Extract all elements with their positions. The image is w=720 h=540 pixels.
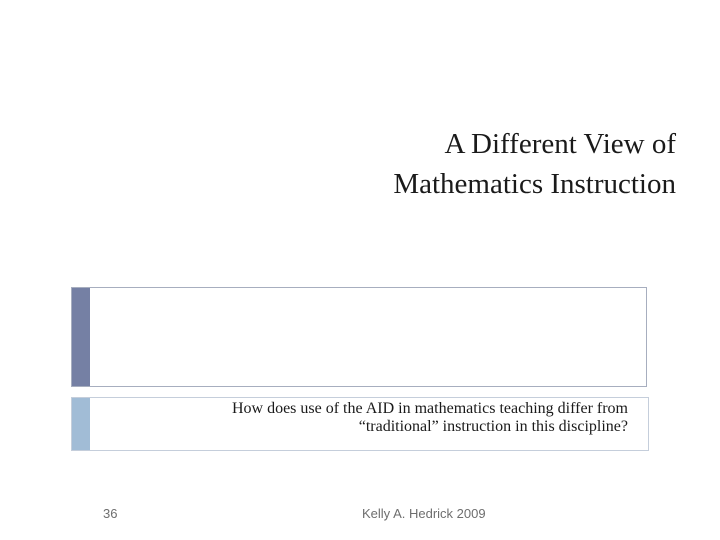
question-box — [71, 397, 649, 451]
content-box-accent-bar — [72, 288, 90, 386]
content-placeholder-box — [71, 287, 647, 387]
question-box-accent-bar — [72, 398, 90, 450]
slide-number: 36 — [103, 506, 118, 521]
question-text — [108, 400, 628, 436]
slide-title — [116, 124, 676, 204]
question-line-2: “traditional” instruction in this discipline? — [358, 418, 628, 435]
slide-title-line-2: Mathematics Instruction — [393, 168, 676, 200]
question-line-1: How does use of the AID in mathematics teaching differ from — [231, 400, 628, 417]
slide-title-line-1: A Different View of — [444, 128, 676, 160]
footer-author: Kelly A. Hedrick 2009 — [362, 506, 486, 521]
